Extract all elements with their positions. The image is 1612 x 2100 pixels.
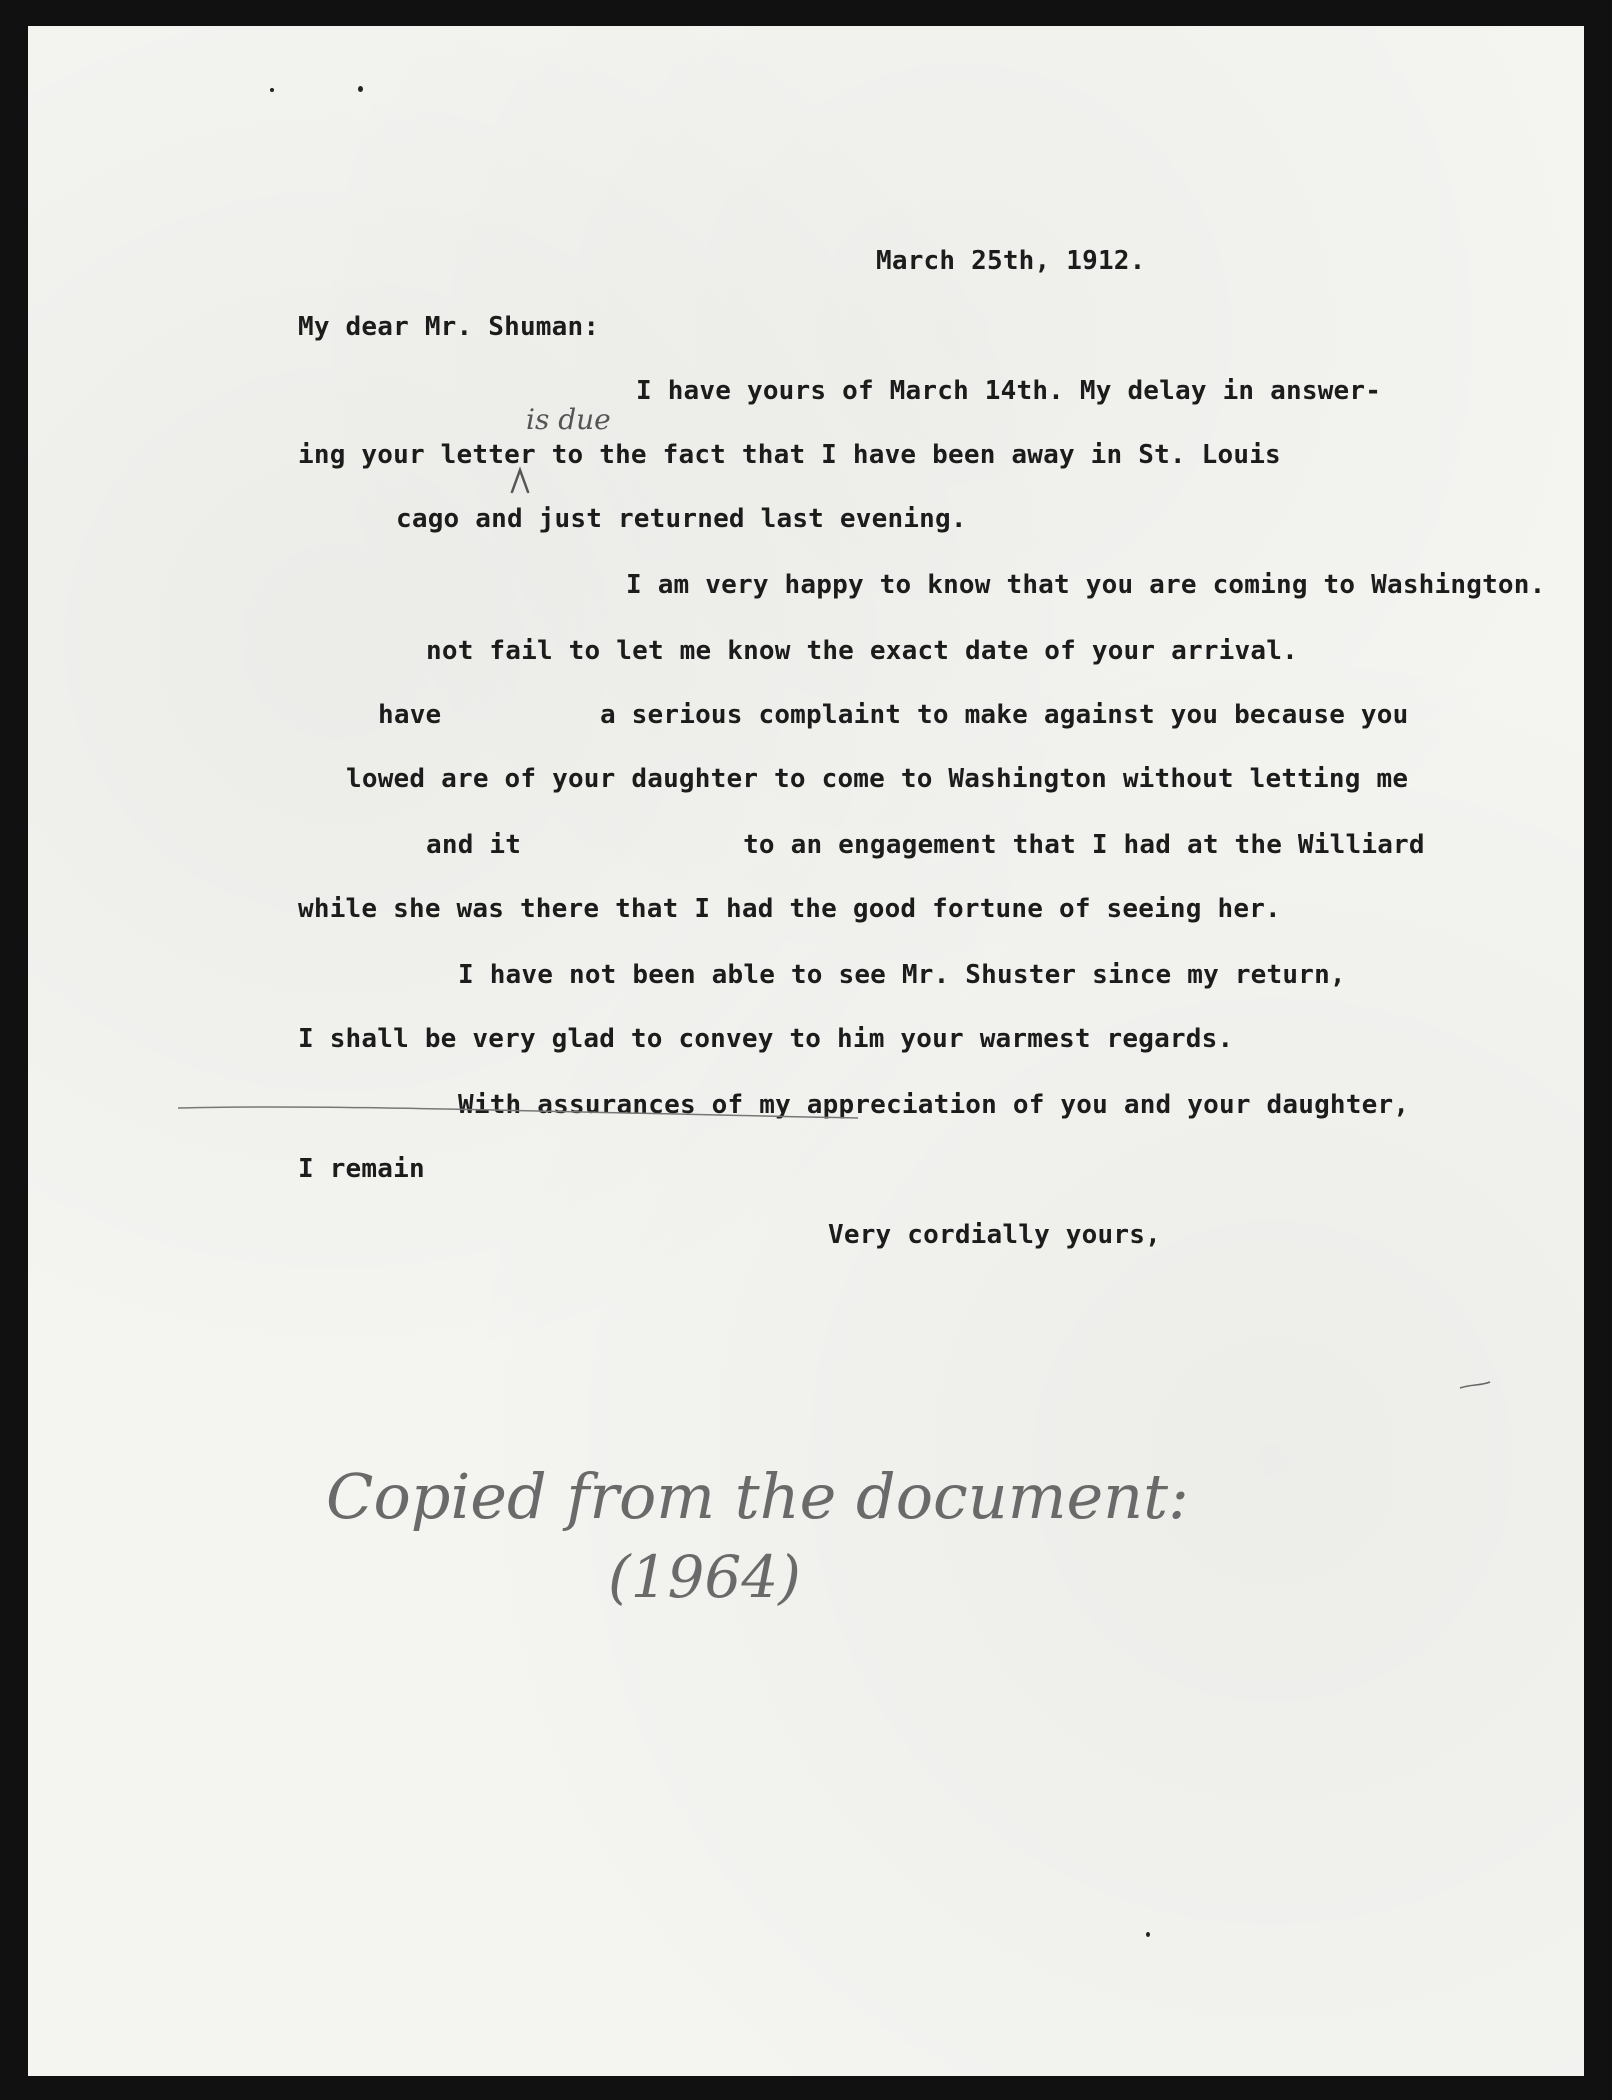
letter-line: ing your letter to the fact that I have been away in St. Louis	[298, 440, 1281, 470]
letter-line: cago and just returned last evening.	[396, 504, 967, 534]
letter-line: lowed are of your daughter to come to Washington without letting me	[346, 764, 1409, 794]
letter-line: and it to an engagement that I had at the Williard	[426, 830, 1425, 860]
handwritten-note-year: (1964)	[608, 1543, 801, 1611]
letter-line: I remain	[298, 1154, 425, 1184]
letter-line: not fail to let me know the exact date of your arrival.	[426, 636, 1298, 666]
document-page	[28, 26, 1584, 2076]
insertion-caret-mark	[512, 470, 528, 492]
letter-line: I am very happy to know that you are coming to Washington.	[626, 570, 1546, 600]
handwritten-note: Copied from the document:	[326, 1460, 1189, 1533]
letter-line: have a serious complaint to make against you because you	[378, 700, 1409, 730]
pencil-marks	[28, 26, 1584, 2076]
pencil-underline-mark	[178, 1107, 858, 1118]
letter-line: I have yours of March 14th. My delay in answer-	[636, 376, 1382, 406]
letter-line: With assurances of my appreciation of you and your daughter,	[458, 1090, 1410, 1120]
letter-date: March 25th, 1912.	[876, 246, 1146, 276]
letter-line: I have not been able to see Mr. Shuster since my return,	[458, 960, 1346, 990]
letter-closing: Very cordially yours,	[828, 1220, 1161, 1250]
stray-pencil-mark	[1460, 1382, 1490, 1388]
letter-salutation: My dear Mr. Shuman:	[298, 312, 600, 342]
letter-line: I shall be very glad to convey to him your warmest regards.	[298, 1024, 1234, 1054]
handwritten-insertion: is due	[526, 403, 611, 436]
letter-line: while she was there that I had the good fortune of seeing her.	[298, 894, 1281, 924]
